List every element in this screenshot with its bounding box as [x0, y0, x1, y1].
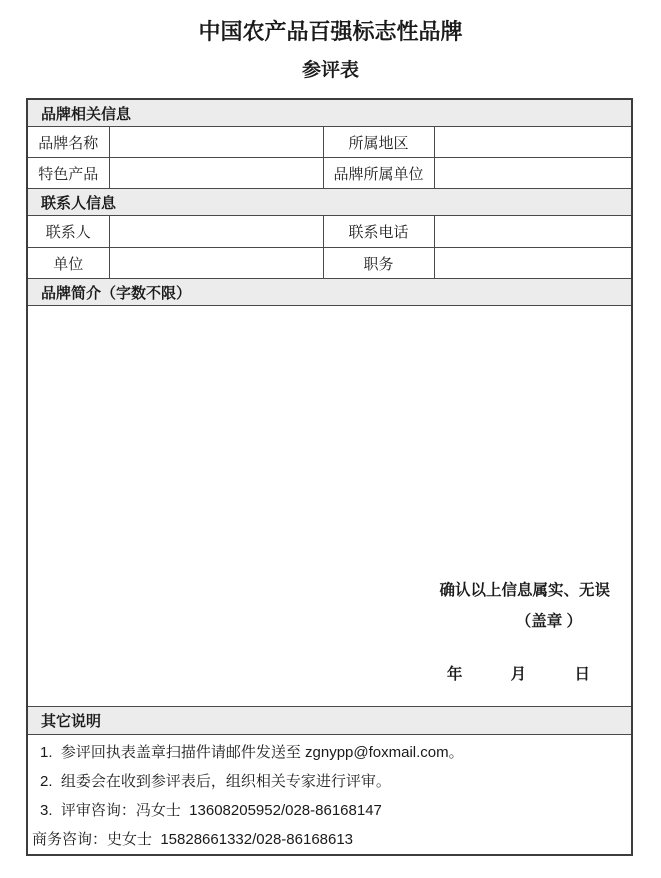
- stamp-here-text: （盖章 ）: [515, 613, 582, 630]
- label-contact-phone: 联系电话: [323, 216, 434, 248]
- section-header-brand-intro: 品牌简介（字数不限）: [27, 279, 632, 306]
- brand-intro-input-area[interactable]: [27, 306, 632, 707]
- section-header-contact-info: 联系人信息: [27, 189, 632, 216]
- input-cell-contact-phone[interactable]: [434, 216, 632, 248]
- input-cell-brand-name[interactable]: [109, 127, 323, 158]
- label-brand-name: 品牌名称: [27, 127, 109, 158]
- input-cell-region[interactable]: [434, 127, 632, 158]
- input-cell-featured-product[interactable]: [109, 158, 323, 189]
- input-cell-brand-owner-unit[interactable]: [434, 158, 632, 189]
- input-cell-contact-person[interactable]: [109, 216, 323, 248]
- notes-area: [27, 735, 632, 856]
- section-header-brand-info: 品牌相关信息: [27, 99, 632, 127]
- date-month-label: 月: [510, 666, 527, 683]
- application-form-table: [26, 98, 633, 856]
- label-contact-person: 联系人: [27, 216, 109, 248]
- date-line: [447, 662, 590, 684]
- confirmation-stamp-block: [28, 578, 631, 706]
- note-item-3: 3. 评审咨询：冯女士 13608205952/028-86168147: [40, 802, 382, 819]
- label-featured-product: 特色产品: [27, 158, 109, 189]
- document-title: 中国农产品百强标志性品牌: [198, 19, 463, 44]
- label-region: 所属地区: [323, 127, 434, 158]
- note-item-business-contact: 商务咨询：史女士 15828661332/028-86168613: [32, 831, 354, 848]
- input-cell-position[interactable]: [434, 248, 632, 279]
- input-cell-unit[interactable]: [109, 248, 323, 279]
- section-header-other-notes: 其它说明: [27, 707, 632, 735]
- label-unit: 单位: [27, 248, 109, 279]
- note-item-1: 1. 参评回执表盖章扫描件请邮件发送至 zgnypp@foxmail.com。: [40, 744, 464, 761]
- confirmation-text: 确认以上信息属实、无误: [439, 582, 610, 599]
- label-brand-owner-unit: 品牌所属单位: [323, 158, 434, 189]
- note-item-2: 2. 组委会在收到参评表后，组织相关专家进行评审。: [40, 773, 391, 790]
- document-subtitle: 参评表: [301, 60, 359, 81]
- date-year-label: 年: [446, 666, 463, 683]
- label-position: 职务: [323, 248, 434, 279]
- date-day-label: 日: [574, 666, 590, 683]
